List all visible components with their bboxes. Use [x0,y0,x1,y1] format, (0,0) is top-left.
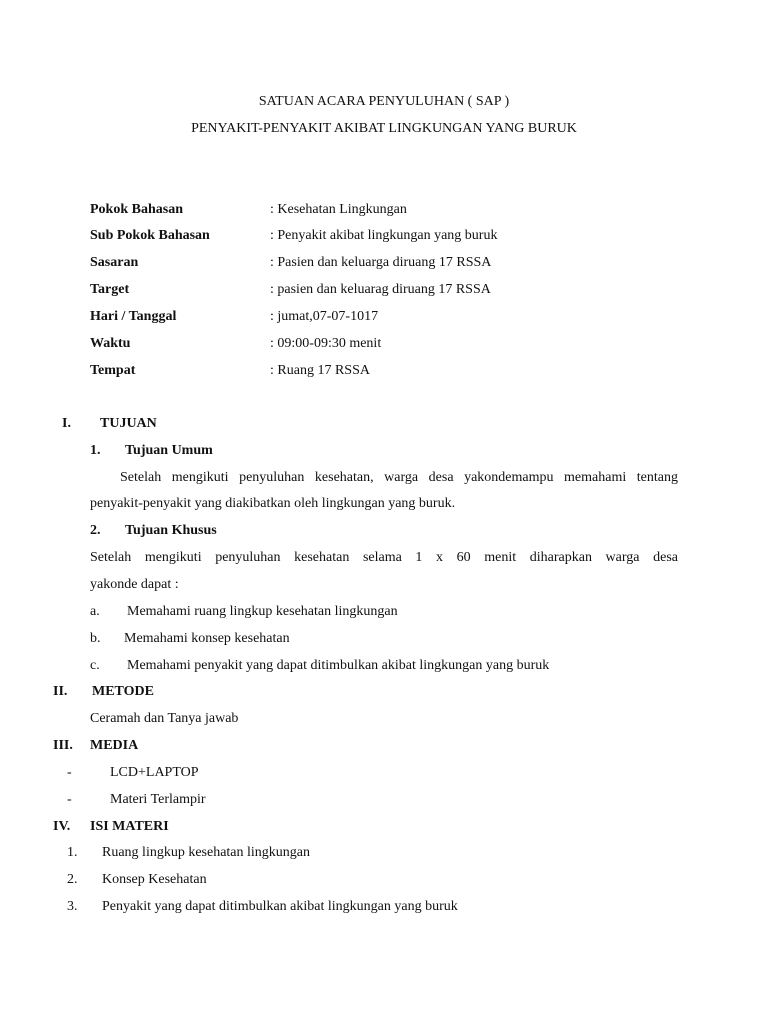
section-numeral: II. [53,684,68,699]
info-value: : Penyakit akibat lingkungan yang buruk [270,228,498,243]
info-value: : pasien dan keluarag diruang 17 RSSA [270,282,491,297]
list-marker: 1. [67,845,78,860]
section-numeral: III. [53,738,73,753]
list-marker: b. [90,631,101,646]
info-label: Sasaran [90,255,139,270]
paragraph-line: penyakit-penyakit yang diakibatkan oleh lingkungan yang buruk. [90,496,456,511]
section-heading: METODE [92,684,154,699]
list-marker: c. [90,658,100,673]
document-title: SATUAN ACARA PENYULUHAN ( SAP ) [258,94,510,109]
info-value: : Kesehatan Lingkungan [270,202,407,217]
section-text: Ceramah dan Tanya jawab [90,711,239,726]
section-heading: TUJUAN [100,416,157,431]
list-marker: 3. [67,899,78,914]
document-subtitle: PENYAKIT-PENYAKIT AKIBAT LINGKUNGAN YANG BURUK [191,121,577,136]
info-label: Target [90,282,130,297]
info-value: : 09:00-09:30 menit [270,336,382,351]
subsection-number: 1. [90,443,101,458]
list-marker: - [67,765,72,780]
section-numeral: I. [62,416,71,431]
info-label: Sub Pokok Bahasan [90,228,210,243]
list-item: Memahami ruang lingkup kesehatan lingkungan [127,604,398,619]
paragraph-line: Setelah mengikuti penyuluhan kesehatan, warga desa yakondemampu memahami tentang [120,470,678,485]
section-heading: MEDIA [90,738,139,753]
info-label: Hari / Tanggal [90,309,177,324]
info-value: : Ruang 17 RSSA [270,363,370,378]
paragraph-line: Setelah mengikuti penyuluhan kesehatan selama 1 x 60 menit diharapkan warga desa [90,550,678,565]
subsection-heading: Tujuan Khusus [125,523,217,538]
subsection-number: 2. [90,523,101,538]
section-heading: ISI MATERI [90,819,169,834]
section-numeral: IV. [53,819,71,834]
subsection-heading: Tujuan Umum [125,443,213,458]
list-item: Memahami penyakit yang dapat ditimbulkan akibat lingkungan yang buruk [127,658,550,673]
info-label: Waktu [90,336,131,351]
list-item: LCD+LAPTOP [110,765,199,780]
info-label: Tempat [90,363,136,378]
list-marker: 2. [67,872,78,887]
list-item: Konsep Kesehatan [102,872,207,887]
info-value: : jumat,07-07-1017 [270,309,379,324]
list-marker: - [67,792,72,807]
list-item: Ruang lingkup kesehatan lingkungan [102,845,311,860]
list-item: Materi Terlampir [110,792,206,807]
paragraph-line: yakonde dapat : [90,577,179,592]
list-item: Memahami konsep kesehatan [124,631,290,646]
info-value: : Pasien dan keluarga diruang 17 RSSA [270,255,492,270]
list-marker: a. [90,604,100,619]
list-item: Penyakit yang dapat ditimbulkan akibat lingkungan yang buruk [102,899,458,914]
info-label: Pokok Bahasan [90,202,183,217]
